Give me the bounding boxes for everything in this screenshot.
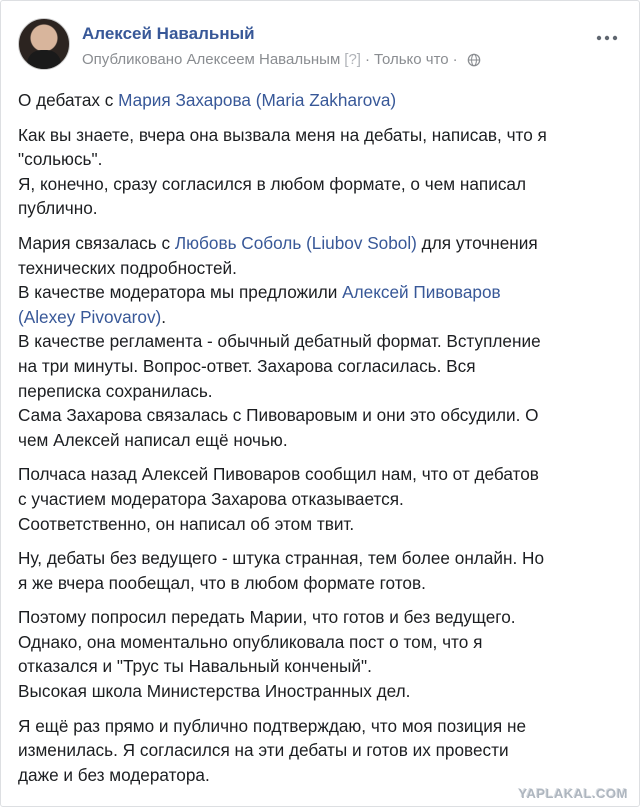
paragraph-7: Я ещё раз прямо и публично подтверждаю, что моя позиция не изменилась. Я согласился на эти дебаты и готов их провести даже и без модератора. (18, 715, 527, 785)
paragraph-5: Ну, дебаты без ведущего - штука странная, тем более онлайн. Но я же вчера пообещал, что в любом формате готов. (18, 548, 545, 593)
ellipsis-icon (596, 35, 618, 41)
paragraph-2: Как вы знаете, вчера она вызвала меня на дебаты, написав, что я "сольюсь". Я, конечно, сразу согласился в любом формате, о чем написал публично. (18, 124, 547, 219)
mention-link-zakharova[interactable]: Мария Захарова (Maria Zakharova) (118, 90, 397, 110)
globe-icon[interactable] (467, 53, 481, 67)
post-meta (82, 51, 481, 68)
watermark: YAPLAKAL.COM (518, 786, 628, 801)
meta-separator: · (364, 51, 370, 68)
paragraph-6: Поэтому попросил передать Марии, что готов и без ведущего. Однако, она моментально опубликовала пост о том, что я отказался и "Трус ты Навальный конченый". Высокая школа Министерства Иностранных дел. (18, 607, 516, 702)
mention-link-sobol[interactable]: Любовь Соболь (Liubov Sobol) (174, 232, 417, 253)
timestamp[interactable]: Только что (373, 51, 449, 68)
help-link[interactable]: [?] (344, 51, 361, 68)
more-options-icon[interactable] (596, 24, 618, 47)
meta-separator: · (452, 51, 458, 68)
mention-link-pivovarov[interactable]: Алексей Пивоваров (342, 282, 501, 303)
mention-link-pivovarov-latin[interactable]: (Alexey Pivovarov) (18, 306, 162, 327)
paragraph-4: Полчаса назад Алексей Пивоваров сообщил нам, что от дебатов с участием модератора Захарова отказывается. Соответственно, он написал об этом твит. (18, 464, 539, 534)
paragraph-1: О дебатах с Мария Захарова (Maria Zakharova) (18, 90, 397, 110)
post-header (18, 18, 618, 74)
avatar[interactable] (18, 18, 70, 70)
author-name[interactable]: Алексей Навальный (82, 24, 255, 43)
published-by-text: Опубликовано Алексеем Навальным (82, 51, 341, 68)
post-body (18, 88, 624, 797)
paragraph-3: Мария связалась с Любовь Соболь (Liubov Sobol) для уточнения технических подробностей. В качестве модератора мы предложили Алексей Пивоваров (Alexey Pivovarov). В качестве регламента - обычный дебатный формат. Вступление на три минуты. Вопрос-ответ. Захарова согласилась. Вся переписка сохранилась. Сама Захарова связалась с Пивоваровым и они это обсудили. О чем Алексей написал ещё ночью. (18, 232, 541, 450)
